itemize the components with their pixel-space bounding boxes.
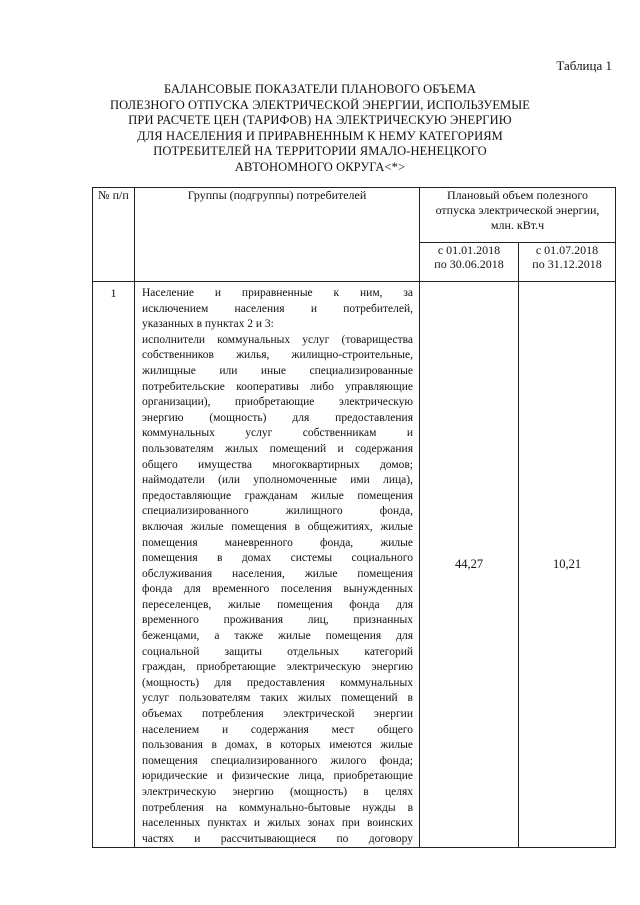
- group-line: услуг пользователям таких жилых помещений в: [142, 692, 413, 705]
- value-period-2: 10,21: [519, 282, 616, 848]
- header-period-2: [519, 243, 616, 282]
- group-line: организации), приобретающие электрическую: [142, 396, 413, 409]
- group-line: собственников жилья, жилищно-строительные,: [142, 349, 413, 362]
- group-line: жилищные или иные специализированные: [142, 364, 413, 377]
- header-period-1: [420, 243, 519, 282]
- group-line: переселенцев, жилые помещения фонда для: [142, 598, 413, 611]
- group-line: включая жилые помещения в общежитиях, жилые: [142, 520, 413, 533]
- title-line: БАЛАНСОВЫЕ ПОКАЗАТЕЛИ ПЛАНОВОГО ОБЪЕМА: [163, 82, 477, 96]
- group-line: коммунальных услуг собственникам и: [142, 427, 413, 440]
- header-volume-line: млн. кВт.ч: [490, 218, 545, 232]
- group-line: граждан, приобретающие электрическую энергию: [142, 661, 413, 674]
- group-line: Население и приравненные к ним, за: [142, 287, 413, 299]
- group-line: временного проживания лиц, признанных: [142, 614, 413, 627]
- header-volume: [420, 188, 616, 243]
- header-number: № п/п: [93, 188, 135, 282]
- group-line: населением и содержания мест общего: [142, 723, 413, 736]
- group-line: электрическую энергию (мощность) в целях: [142, 786, 413, 798]
- group-line: наймодатели (или уполномоченные ими лица),: [142, 474, 413, 487]
- row-group-description: [135, 282, 420, 848]
- table-header-row: [93, 188, 616, 243]
- group-line: объемах потребления электрической энергии: [142, 708, 413, 721]
- group-line: помещения в домах системы социального: [142, 552, 413, 565]
- group-line: обслуживания населения, жилые помещения: [142, 567, 413, 580]
- period-line: с 01.07.2018: [535, 243, 599, 257]
- row-number: 1: [93, 282, 135, 848]
- group-line: потребления на коммунально-бытовые нужды в: [142, 801, 413, 814]
- title-line: ДЛЯ НАСЕЛЕНИЯ И ПРИРАВНЕННЫМ К НЕМУ КАТЕГОРИЯМ: [137, 128, 503, 143]
- header-group: Группы (подгруппы) потребителей: [135, 188, 420, 282]
- group-line: помещения специализированного жилого фонда;: [142, 754, 413, 767]
- title-line: АВТОНОМНОГО ОКРУГА<*>: [234, 159, 406, 174]
- period-line: по 30.06.2018: [434, 257, 504, 271]
- group-line: исполнители коммунальных услуг (товарищества: [142, 333, 413, 346]
- group-line: пользователям жилых помещений и содержания: [142, 442, 413, 455]
- group-line: предоставляющие гражданам жилые помещения: [142, 489, 413, 502]
- group-line: специализированного жилищного фонда,: [142, 505, 413, 518]
- group-line: юридические и физические лица, приобретающие: [142, 770, 413, 783]
- header-volume-line: Плановый объем полезного: [447, 188, 588, 202]
- group-line: исключением населения и потребителей,: [142, 302, 413, 315]
- group-line: беженцами, а также жилые помещения для: [142, 630, 413, 643]
- group-line: общего имущества многоквартирных домов;: [142, 458, 413, 471]
- group-line: указанных в пунктах 2 и 3:: [142, 318, 274, 331]
- group-line: фонда для временного поселения вынужденных: [142, 583, 413, 596]
- title-line: ПРИ РАСЧЕТЕ ЦЕН (ТАРИФОВ) НА ЭЛЕКТРИЧЕСКУЮ ЭНЕРГИЮ: [128, 113, 512, 127]
- group-line: частях и рассчитывающиеся по договору: [142, 832, 413, 845]
- group-line: пользования в домах, в которых имеются жилые: [142, 739, 413, 752]
- group-line: энергию (мощность) для предоставления: [142, 411, 413, 424]
- period-line: по 31.12.2018: [532, 257, 602, 271]
- balance-table: [92, 187, 616, 848]
- header-volume-line: отпуска электрической энергии,: [435, 203, 600, 217]
- title-line: ПОЛЕЗНОГО ОТПУСКА ЭЛЕКТРИЧЕСКОЙ ЭНЕРГИИ, ИСПОЛЬЗУЕМЫЕ: [109, 97, 531, 112]
- group-line: потребительские кооперативы либо управляющие: [142, 380, 413, 393]
- document-title: [96, 82, 544, 175]
- group-line: социальной защиты отдельных категорий: [142, 645, 413, 658]
- table-label: Таблица 1: [556, 58, 612, 73]
- group-line: населенных пунктах и жилых зонах при воинских: [142, 817, 413, 830]
- group-line: помещения маневренного фонда, жилые: [142, 536, 413, 549]
- value-period-1: 44,27: [420, 282, 519, 848]
- title-line: ПОТРЕБИТЕЛЕЙ НА ТЕРРИТОРИИ ЯМАЛО-НЕНЕЦКОГО: [153, 144, 487, 158]
- period-line: с 01.01.2018: [437, 243, 501, 257]
- group-line: (мощность) для предоставления коммунальных: [142, 676, 413, 689]
- table-row: [93, 282, 616, 848]
